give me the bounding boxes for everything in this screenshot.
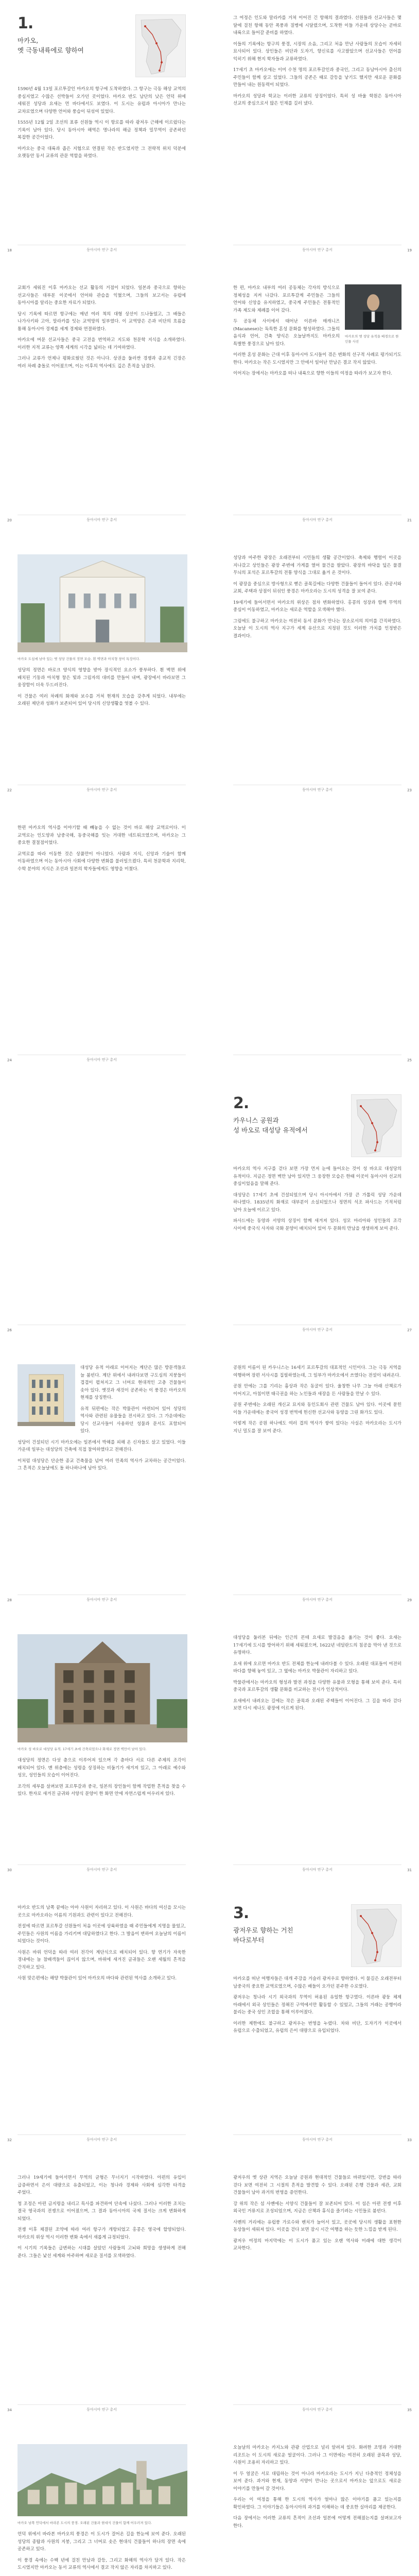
niche — [84, 1690, 94, 1703]
chapter-heading — [233, 1904, 401, 1967]
body-paragraph: 그러나 19세기에 들어서면서 무역의 균형은 무너지기 시작하였다. 아편의 유입이 급증하면서 은이 대량으로 유출되었고, 이는 청나라 경제와 사회에 심각한 타격을 주었다. — [18, 2175, 186, 2195]
photo-caption: 마카오 성 바오로 대성당 유적. 17세기 초에 건축되었으나 화재로 정면 벽만이 남아 있다. — [18, 1747, 147, 1751]
church-illustration — [18, 554, 187, 652]
body-paragraph: 사몐의 거리에는 유럽풍 가로수와 벤치가 늘어서 있고, 곳곳에 당시의 생활을 표현한 동상들이 세워져 있다. 이곳을 걷다 보면 잠시 시간 여행을 하는 듯한 느낌을 받게 된다. — [233, 2219, 401, 2232]
tree — [160, 606, 184, 642]
ruins-illustration — [18, 1634, 187, 1742]
niche — [63, 1710, 74, 1723]
page-number: 32 — [7, 2138, 12, 2142]
door — [96, 620, 109, 642]
route-stop-marker — [144, 25, 146, 27]
running-header: 동아시아 연구 총서 — [302, 1868, 333, 1872]
body-paragraph: 한 편, 마카오 내부의 여러 공동체는 각자의 방식으로 정체성을 지켜 나갔다. 포르투갈계 주민들은 그들의 언어와 신앙을 유지하였고, 중국계 주민들은 전통적인 가족 제도와 제례를 이어 갔다. — [233, 285, 340, 313]
page-number: 24 — [7, 1058, 12, 1062]
page-number: 26 — [7, 1328, 12, 1332]
house — [84, 2490, 96, 2504]
page-number: 20 — [7, 518, 12, 522]
page-spread — [0, 1350, 419, 1607]
window — [68, 594, 75, 608]
land-shape — [141, 19, 181, 74]
route-map — [352, 1095, 401, 1157]
page-spread — [0, 2430, 419, 2576]
right-page — [216, 1350, 419, 1607]
body-paragraph: 당시 기록에 따르면 항구에는 매년 여러 척의 대형 상선이 드나들었고, 그 배들은 나가사키와 고아, 말라카를 잇는 교역망의 일부였다. 이 교역망은 은과 비단의 흐름을 통해 동아시아 경제를 세계 경제와 연결하였다. — [18, 311, 186, 332]
page-number: 19 — [407, 248, 412, 252]
page-number: 25 — [407, 1058, 412, 1062]
photo-figure — [18, 2444, 187, 2516]
right-page — [216, 1620, 419, 1877]
body-paragraph: 공원의 이름이 된 카우니스는 16세기 포르투갈의 대표적인 시인이다. 그는 극동 지역을 여행하며 장편 서사시를 집필하였는데, 그 일부가 마카오에서 쓰였다는 전설이 내려온다. — [233, 1365, 401, 1378]
house — [28, 2490, 40, 2504]
body-paragraph: 그러나 교류가 언제나 평화로웠던 것은 아니다. 상권을 둘러싼 경쟁과 종교적 긴장은 여러 차례 충돌로 이어졌으며, 이는 이후의 역사에도 깊은 흔적을 남겼다. — [18, 356, 186, 369]
window — [130, 594, 136, 608]
body-paragraph: 19세기에 들어서면서 마카오의 위상은 점차 변화하였다. 홍콩의 성장과 함께 무역의 중심이 이동하였고, 마카오는 새로운 역할을 모색해야 했다. — [233, 600, 401, 613]
body-paragraph: 파사드에는 동양과 서양의 상징이 함께 새겨져 있다. 성모 마리아와 성인들의 조각 사이에 중국식 사자와 국화 문양이 배치되어 있어 두 문화의 만남을 생생하게 보여 준다. — [233, 1218, 401, 1231]
niche — [104, 1690, 114, 1703]
body-paragraph: 대성당 유적 아래로 이어지는 계단은 많은 방문객들로 늘 붐빈다. 계단 위에서 내려다보면 구도심의 지붕들이 겹겹이 펼쳐지고 그 너머로 현대적인 고층 건물들이 솟아 있다. 옛것과 새것이 공존하는 이 풍경은 마카오의 현재를 상징한다. — [80, 1365, 186, 1400]
body-paragraph: 공원 주변에는 오래된 개신교 묘지와 동인도회사 관련 건물도 남아 있다. 이곳에 묻힌 이들 가운데에는 중국어 성경 번역에 헌신한 선교사와 동양을 그린 화가도 있다. — [233, 1402, 401, 1415]
route-stop-marker — [360, 1105, 362, 1107]
body-paragraph: 박물관에서는 마카오의 형성과 발전 과정을 다양한 유물과 모형을 통해 보여 준다. 특히 중국과 포르투갈의 생활 문화를 비교하는 전시가 인상적이다. — [233, 1680, 401, 1692]
photo-figure — [18, 1634, 187, 1742]
land-shape — [357, 1099, 397, 1154]
shirt — [372, 312, 375, 323]
route-stop-marker — [159, 70, 161, 72]
left-page — [0, 540, 203, 798]
right-page — [216, 1080, 419, 1337]
chapter-title-line: 마카오, — [18, 37, 39, 44]
body-paragraph: 성당과 마주한 광장은 오래전부터 시민들의 생활 공간이었다. 축제와 행렬이 이곳을 지나갔고 상인들은 광장 주변에 가게를 열어 물건을 팔았다. 광장의 바닥을 덮은 물결 무늬의 포석은 포르투갈의 전통 양식을 그대로 옮겨 온 것이다. — [233, 555, 401, 575]
house — [121, 2483, 133, 2504]
body-paragraph: 이처럼 대성당은 단순한 종교 건축물을 넘어 여러 민족의 역사가 교차하는 공간이었다. 그 흔적은 오늘날에도 돌 하나하나에 남아 있다. — [18, 1458, 186, 1471]
house — [102, 2486, 114, 2504]
body-paragraph: 전쟁 이후 체결된 조약에 따라 여러 항구가 개항되었고 홍콩은 영국에 할양되었다. 마카오의 위상 역시 이러한 변화 속에서 새롭게 규정되었다. — [18, 2227, 186, 2240]
body-paragraph: 다음 장에서는 이러한 교류의 흔적이 조선과 일본에 어떻게 전해졌는지를 살펴보고자 한다. — [233, 2516, 401, 2529]
left-page — [0, 810, 203, 1067]
photo-caption: 마카오의 옛 성당 유적을 배경으로 한 인물 사진 — [345, 334, 399, 344]
body-paragraph: 마카오에 머문 선교사들은 중국 고전을 번역하고 지도와 천문학 지식을 소개하였다. 이러한 지적 교류는 양쪽 세계의 시각을 넓히는 데 기여하였다. — [18, 337, 186, 350]
body-paragraph: 광저우 여정의 마지막에는 이 도시가 품고 있는 오랜 역사와 미래에 대한 생각이 교차한다. — [233, 2238, 401, 2251]
left-page — [0, 1350, 203, 1607]
house — [65, 2483, 77, 2504]
niche — [125, 1710, 135, 1723]
route-stop-marker — [374, 1959, 376, 1961]
chapter-title-line: 성 바오로 대성당 유적에서 — [233, 1126, 308, 1134]
body-paragraph: 이렇게 작은 공원 하나에도 여러 겹의 역사가 쌓여 있다는 사실은 마카오라는 도시가 지닌 밀도를 잘 보여 준다. — [233, 1421, 401, 1434]
body-paragraph: 대성당을 둘러본 뒤에는 인근의 몬테 요새로 발걸음을 옮기는 것이 좋다. 요새는 17세기에 도시를 방어하기 위해 세워졌으며, 1622년 네덜란드의 침공을 막아 낸 것으로 유명하다. — [233, 1635, 401, 1655]
left-page — [0, 1620, 203, 1877]
body-paragraph: 마카오는 중국 대륙과 좁은 지협으로 연결된 작은 반도였지만 그 전략적 위치 덕분에 오랫동안 동서 교류의 관문 역할을 하였다. — [18, 146, 186, 159]
body-paragraph: 이 두 얼굴은 서로 대립하는 것이 아니라 마카오라는 도시가 지닌 다층적인 정체성을 보여 준다. 과거와 현재, 동양과 서양이 만나는 곳으로서 마카오는 앞으로도 새로운 이야기를 만들어 갈 것이다. — [233, 2471, 401, 2492]
page-number: 23 — [407, 788, 412, 792]
niche — [125, 1670, 135, 1683]
ground — [18, 1422, 75, 1426]
page-spread — [0, 810, 419, 1067]
window — [55, 1406, 58, 1415]
window — [47, 1406, 50, 1415]
niche — [104, 1670, 114, 1683]
map-figure — [351, 1904, 401, 1967]
left-page — [0, 0, 203, 258]
body-paragraph: 조각의 세부를 살펴보면 포르투갈과 중국, 일본의 장인들이 함께 작업한 흔적을 찾을 수 있다. 한자로 새겨진 글귀와 서양식 문양이 한 화면 안에 자연스럽게 어우러져 있다. — [18, 1784, 186, 1797]
running-header: 동아시아 연구 총서 — [86, 1868, 117, 1872]
chapter-heading-text — [233, 1904, 344, 1967]
body-paragraph: 이어지는 장에서는 마카오를 떠나 내륙으로 향한 이들의 여정을 따라가 보고자 한다. — [233, 371, 392, 376]
body-paragraph: 이 건물은 여러 차례의 화재와 보수를 거쳐 현재의 모습을 갖추게 되었다. 내부에는 오래된 제단과 성화가 보존되어 있어 당시의 신앙생활을 엿볼 수 있다. — [18, 693, 186, 706]
body-paragraph: 두 공동체 사이에서 태어난 이른바 매캐니즈(Macanese)는 독특한 혼성 문화를 형성하였다. 그들의 음식과 언어, 건축 양식은 오늘날까지도 마카오의 특별한 풍경으로 남아 있다. — [233, 319, 340, 347]
portrait-illustration — [345, 284, 401, 330]
left-page — [0, 1890, 203, 2147]
right-page — [216, 810, 419, 1067]
body-paragraph: 교회가 세워진 이후 마카오는 선교 활동의 거점이 되었다. 일본과 중국으로 향하는 선교사들은 대부분 이곳에서 언어와 관습을 익혔으며, 그들의 보고서는 유럽에 동아시아를 알리는 중요한 자료가 되었다. — [18, 285, 186, 306]
window — [47, 1393, 50, 1401]
route-stop-marker — [360, 1915, 362, 1917]
route-stop-marker — [374, 1149, 376, 1151]
house — [46, 2486, 58, 2504]
route-stop-marker — [371, 1932, 373, 1934]
chapter-title — [233, 1115, 344, 1135]
tree — [21, 603, 45, 642]
body-paragraph: 17세기 초 마카오에는 이미 수천 명의 포르투갈인과 중국인, 그리고 동남아시아 출신의 주민들이 함께 살고 있었다. 그들의 공존은 때로 갈등을 낳기도 했지만 새로운 문화를 만들어 내는 원동력이 되었다. — [233, 67, 401, 88]
chapter-title-line: 바다로부터 — [233, 1936, 265, 1944]
photo-figure — [18, 554, 187, 652]
body-paragraph: 성당의 정면은 바로크 양식의 영향을 받아 장식적인 요소가 풍부하다. 흰 벽면 위에 배치된 기둥과 아치형 창은 빛과 그림자의 대비를 만들어 내며, 광장에서 바라보면 그 웅장함이 더욱 두드러진다. — [18, 668, 186, 688]
right-page — [216, 1890, 419, 2147]
route-stop-marker — [376, 1141, 378, 1143]
house — [159, 2486, 170, 2504]
chapter-heading — [18, 14, 186, 77]
niche — [104, 1710, 114, 1723]
window — [55, 1380, 58, 1388]
niche — [125, 1690, 135, 1703]
body-paragraph: 유적 뒤편에는 작은 박물관이 마련되어 있어 성당의 역사와 관련된 유물들을 전시하고 있다. 그 가운데에는 당시 선교사들이 사용하던 성물과 문서도 포함되어 있다. — [80, 1406, 186, 1434]
page-spread — [0, 1080, 419, 1337]
page-number: 34 — [7, 2408, 12, 2412]
body-paragraph: 마카오 반도의 남쪽 끝에는 아마 사원이 자리하고 있다. 이 사원은 바다의 여신을 모시는 곳으로 마카오라는 이름의 기원과도 관련이 있다고 전해진다. — [18, 1905, 186, 1918]
body-paragraph: 청 조정은 아편 금지령을 내리고 특사를 파견하여 단속에 나섰다. 그러나 이러한 조치는 결국 영국과의 전쟁으로 이어졌으며, 그 결과 동아시아의 국제 질서는 크게 변화하게 되었다. — [18, 2201, 186, 2222]
body-paragraph: 마카오의 역사 지구를 걷다 보면 가장 먼저 눈에 들어오는 것이 성 바오로 대성당의 유적이다. 지금은 정면 벽만 남아 있지만 그 웅장한 모습은 한때 이곳이 동아시아 선교의 중심이었음을 말해 준다. — [233, 1166, 401, 1187]
chapter-heading-text — [233, 1094, 344, 1157]
window — [114, 594, 121, 608]
land-shape — [357, 1909, 397, 1964]
route-stop-marker — [371, 1122, 373, 1124]
window — [47, 1380, 50, 1388]
body-paragraph: 마카오를 떠난 여행자들은 대개 주강을 거슬러 광저우로 향하였다. 이 물길은 오래전부터 남중국의 중요한 교역로였으며, 수많은 배들이 오가던 분주한 수로였다. — [233, 1976, 401, 1989]
body-paragraph: 그럼에도 불구하고 마카오는 여전히 동서 문화가 만나는 장소로서의 의미를 간직하였다. 오늘날 이 도시의 역사 지구가 세계 유산으로 지정된 것도 이러한 가치를 인정받은 결과이다. — [233, 618, 401, 639]
window — [32, 1393, 36, 1401]
body-paragraph: 요새에서 내려오는 길에는 작은 골목과 오래된 주택들이 이어진다. 그 길을 따라 걷다 보면 다시 세나도 광장에 이르게 된다. — [233, 1698, 401, 1711]
niche — [63, 1670, 74, 1683]
running-header: 동아시아 연구 총서 — [86, 518, 117, 522]
page-spread — [0, 0, 419, 258]
chapter-number: 3. — [233, 1904, 249, 1922]
body-paragraph: 강 위의 작은 섬 사몐에는 서양식 건물들이 잘 보존되어 있다. 이 섬은 아편 전쟁 이후 외국인 거류지로 조성되었으며, 지금은 산책과 휴식을 즐기려는 시민들로 붐빈다. — [233, 2201, 401, 2214]
photo-figure — [345, 284, 401, 330]
body-paragraph: 성당이 건설되던 시기 마카오에는 일본에서 박해를 피해 온 신자들도 살고 있었다. 이들 가운데 일부는 대성당의 건축에 직접 참여하였다고 전해진다. — [18, 1439, 186, 1452]
route-map — [136, 15, 185, 77]
left-page — [0, 1080, 203, 1337]
chapter-heading-text — [18, 14, 128, 77]
right-page — [216, 0, 419, 258]
body-paragraph: 사원 맞은편에는 해양 박물관이 있어 마카오의 바다와 관련된 역사를 소개하고 있다. — [18, 1976, 177, 1981]
tree — [18, 1699, 48, 1728]
right-page — [216, 2160, 419, 2417]
niche — [63, 1690, 74, 1703]
photo-caption: 마카오 도심에 남아 있는 옛 성당 건물의 정면 모습. 흰 벽면과 아치형 창이 특징이다. — [18, 657, 141, 661]
body-paragraph: 한편 마카오의 역사를 이야기할 때 빼놓을 수 없는 것이 바로 해상 교역로이다. 이 교역로는 인도양과 남중국해, 동중국해를 잇는 거대한 네트워크였으며, 마카오는 그 중요한 결절점이었다. — [18, 825, 186, 845]
page-number: 35 — [407, 2408, 412, 2412]
window — [32, 1406, 36, 1415]
right-page — [216, 2430, 419, 2576]
running-header: 동아시아 연구 총서 — [86, 1598, 117, 1602]
body-paragraph: 언덕 위에서 바라본 마카오의 풍경은 이 도시가 걸어온 길을 한눈에 보여 준다. 오래된 성당의 종탑과 사원의 지붕, 그리고 그 너머로 솟은 현대식 건물들이 하나의 장면 속에 공존하고 있다. — [18, 2532, 186, 2552]
map-figure — [135, 14, 186, 77]
route-map — [352, 1905, 401, 1967]
body-paragraph: 1590년 4월 13일 포르투갈인 마카오의 항구에 도착하였다. 그 항구는 극동 해상 교역의 중심지였고 수많은 선박들이 오가던 곳이었다. 마카오 반도 남단의 낮은 언덕 위에 세워진 성당과 요새는 먼 바다에서도 보였다. 이 도시는 유럽과 아시아가 만나는 교차로였으며 다양한 언어와 풍습이 뒤섞여 있었다. — [18, 87, 186, 114]
body-paragraph: 요새 위에 오르면 마카오 반도 전체를 한눈에 내려다볼 수 있다. 오래된 대포들이 여전히 바다를 향해 놓여 있고, 그 옆에는 마카오 박물관이 자리하고 있다. — [233, 1661, 401, 1674]
ground — [18, 642, 187, 652]
chapter-heading — [233, 1094, 401, 1157]
window — [40, 1393, 43, 1401]
chapter-title — [233, 1925, 344, 1945]
house — [140, 2490, 152, 2504]
page-number: 31 — [407, 1868, 412, 1872]
window — [32, 1380, 36, 1388]
body-paragraph: 1555년 12월 2일 조선의 표류 선원들 역시 이 항로를 따라 광저우 근해에 이르렀다는 기록이 남아 있다. 당시 동아시아 해역은 명나라의 해금 정책과 밀무역이 공존하던 복잡한 공간이었다. — [18, 120, 186, 140]
body-paragraph: 대성당의 정면은 다섯 층으로 이루어져 있으며 각 층마다 서로 다른 주제의 조각이 배치되어 있다. 맨 위층에는 성령을 상징하는 비둘기가 새겨져 있고, 그 아래로 예수와 성모, 성인들의 모습이 이어진다. — [18, 1758, 186, 1778]
body-paragraph: 이 광장을 중심으로 방사형으로 뻗은 골목길에는 다양한 건물들이 들어서 있다. 관공서와 교회, 주택과 상점이 뒤섞인 풍경은 마카오라는 도시의 성격을 잘 보여 준다. — [233, 581, 401, 594]
body-paragraph: 교역로를 따라 이동한 것은 상품만이 아니었다. 사람과 지식, 신앙과 기술이 함께 이동하였으며 이는 동아시아 사회에 다양한 변화를 불러일으켰다. 특히 천문학과 지리학, 수학 분야의 지식은 조선과 일본의 학자들에게도 영향을 미쳤다. — [18, 851, 186, 872]
face — [367, 294, 379, 311]
photo-caption: 마카오 남쪽 언덕에서 바라본 도시의 풍경. 오래된 건물과 현대식 건물이 함께 어우러져 있다. — [18, 2521, 152, 2525]
running-header: 동아시아 연구 총서 — [302, 2408, 333, 2412]
right-page — [216, 270, 419, 528]
niche — [84, 1710, 94, 1723]
body-paragraph: 우리는 이 여정을 통해 한 도시의 역사가 얼마나 많은 이야기를 품고 있는지를 확인하였다. 그 이야기들은 동아시아의 과거를 이해하는 데 중요한 실마리를 제공한다. — [233, 2497, 401, 2510]
window — [55, 1393, 58, 1401]
page-number: 30 — [7, 1868, 12, 1872]
left-page — [0, 2430, 203, 2576]
body-paragraph: 이들의 기록에는 항구의 풍경, 시장의 소음, 그리고 처음 만난 사람들의 모습이 자세히 묘사되어 있다. 상인들은 비단과 도자기, 향신료를 사고팔았으며 선교사들은 언어를 익히기 위해 현지 학자들과 교류하였다. — [233, 41, 401, 62]
photo-figure — [18, 1364, 75, 1426]
body-paragraph: 마카오의 성당과 학교는 이러한 교류의 상징이었다. 특히 성 바울 학원은 동아시아 선교의 중심으로서 많은 인재를 길러 냈다. — [233, 93, 401, 106]
page-spread — [0, 1890, 419, 2147]
left-page — [0, 270, 203, 528]
page-number: 22 — [7, 788, 12, 792]
running-header: 동아시아 연구 총서 — [302, 518, 333, 522]
window — [40, 1406, 43, 1415]
body-paragraph: 전설에 따르면 포르투갈 선원들이 처음 이곳에 상륙하였을 때 주민들에게 지명을 물었고, 주민들은 사원의 이름을 가리키며 대답하였다고 한다. 그 발음이 변하여 오늘날의 이름이 되었다는 것이다. — [18, 1924, 186, 1944]
chapter-title-line: 카우니스 공원과 — [233, 1116, 279, 1124]
page-number: 28 — [7, 1598, 12, 1602]
page-number: 33 — [407, 2138, 412, 2142]
page-number: 27 — [407, 1328, 412, 1332]
running-header: 동아시아 연구 총서 — [86, 248, 117, 252]
page-number: 21 — [407, 518, 412, 522]
running-header: 동아시아 연구 총서 — [302, 1328, 333, 1332]
body-paragraph: 대성당은 17세기 초에 건설되었으며 당시 아시아에서 가장 큰 가톨릭 성당 가운데 하나였다. 1835년의 화재로 대부분이 소실되었으나 정면의 석조 파사드는 기적처럼 남아 오늘에 이르고 있다. — [233, 1192, 401, 1213]
window — [84, 594, 91, 608]
tree — [157, 1699, 187, 1728]
route-stop-marker — [155, 42, 158, 44]
niche — [84, 1670, 94, 1683]
running-header: 동아시아 연구 총서 — [302, 2138, 333, 2142]
body-paragraph: 이 시기의 기록들은 급변하는 시대를 살았던 사람들의 고뇌와 희망을 생생하게 전해 준다. 그들은 낯선 세계와 마주하며 새로운 질서를 모색하였다. — [18, 2246, 186, 2259]
tower — [136, 2461, 147, 2490]
chapter-title — [18, 36, 128, 55]
page-number: 18 — [7, 248, 12, 252]
map-figure — [351, 1094, 401, 1157]
body-paragraph: 광저우의 옛 상관 지역은 오늘날 공원과 현대적인 건물들로 바뀌었지만, 강변을 따라 걷다 보면 여전히 그 시절의 흔적을 발견할 수 있다. 오래된 은행 건물과 세관, 교회 건물들이 남아 과거의 번영을 증언한다. — [233, 2175, 401, 2195]
running-header: 동아시아 연구 총서 — [86, 1058, 117, 1062]
chapter-title-line: 옛 극동내륙에로 향하여 — [18, 46, 84, 54]
running-header: 동아시아 연구 총서 — [302, 248, 333, 252]
left-page — [0, 2160, 203, 2417]
page-number: 29 — [407, 1598, 412, 1602]
running-header: 동아시아 연구 총서 — [302, 788, 333, 792]
window — [99, 594, 106, 608]
running-header: 동아시아 연구 총서 — [302, 1598, 333, 1602]
page-spread — [0, 540, 419, 798]
chapter-title-line: 광저우로 향하는 거친 — [233, 1926, 293, 1934]
body-paragraph: 이 풍경 속에는 수백 년에 걸친 만남과 갈등, 그리고 화해의 역사가 담겨 있다. 작은 도시였지만 마카오는 동서 교류의 역사에서 결코 작지 않은 자리를 차지하고 있다. — [18, 2557, 186, 2570]
page-spread — [0, 2160, 419, 2417]
body-paragraph: 사원은 바위 언덕을 따라 여러 전각이 계단식으로 배치되어 있다. 향 연기가 자욱한 경내에는 늘 참배객들이 끊이지 않으며, 바위에 새겨진 글귀들은 오랜 세월의 흔적을 간직하고 있다. — [18, 1950, 186, 1970]
route-stop-marker — [161, 61, 163, 63]
chapter-number: 1. — [18, 14, 33, 32]
body-paragraph: 이러한 제한에도 불구하고 광저우는 번영을 누렸다. 차와 비단, 도자기가 이곳에서 유럽으로 수출되었고, 유럽의 은이 대량으로 유입되었다. — [233, 2021, 401, 2033]
body-paragraph: 이러한 혼성 문화는 근대 이후 동아시아 도시들이 겪은 변화의 선구적 사례로 평가되기도 한다. 마카오는 작은 도시였지만 그 안에서 일어난 만남은 결코 작지 않았다. — [233, 352, 401, 365]
page-spread — [0, 1620, 419, 1877]
running-header: 동아시아 연구 총서 — [86, 788, 117, 792]
hill-illustration — [18, 2444, 187, 2516]
body-paragraph: 공원 안에는 그를 기리는 흉상과 작은 동굴이 있다. 울창한 나무 그늘 아래 산책로가 이어지고, 아침이면 태극권을 하는 노인들과 새장을 든 사람들을 만날 수 있다. — [233, 1384, 401, 1397]
page-spread — [0, 270, 419, 528]
body-paragraph: 그 여정은 인도와 말라카를 거쳐 이어진 긴 항해의 결과였다. 선원들과 선교사들은 몇 달에 걸친 항해 동안 폭풍과 질병에 시달렸으며, 도착한 이들 가운데 상당수는 곧바로 내륙으로 들어갈 준비를 하였다. — [233, 15, 401, 36]
chapter-number: 2. — [233, 1094, 249, 1112]
route-stop-marker — [376, 1951, 378, 1953]
building-illustration — [18, 1364, 75, 1426]
body-paragraph: 광저우는 청나라 시기 외국과의 무역이 허용된 유일한 항구였다. 이른바 광둥 체제 아래에서 외국 상인들은 정해진 구역에서만 활동할 수 있었고, 그들의 거래는 공행이라 불리는 중국 상인 조합을 통해 이루어졌다. — [233, 1995, 401, 2015]
right-page — [216, 540, 419, 798]
window — [40, 1380, 43, 1388]
running-header: 동아시아 연구 총서 — [86, 2408, 117, 2412]
running-header: 동아시아 연구 총서 — [86, 2138, 117, 2142]
body-paragraph: 오늘날의 마카오는 카지노와 관광 산업으로 널리 알려져 있다. 화려한 조명과 거대한 리조트는 이 도시의 새로운 얼굴이다. 그러나 그 이면에는 여전히 오래된 골목과 성당, 사원이 조용히 자리하고 있다. — [233, 2445, 401, 2465]
